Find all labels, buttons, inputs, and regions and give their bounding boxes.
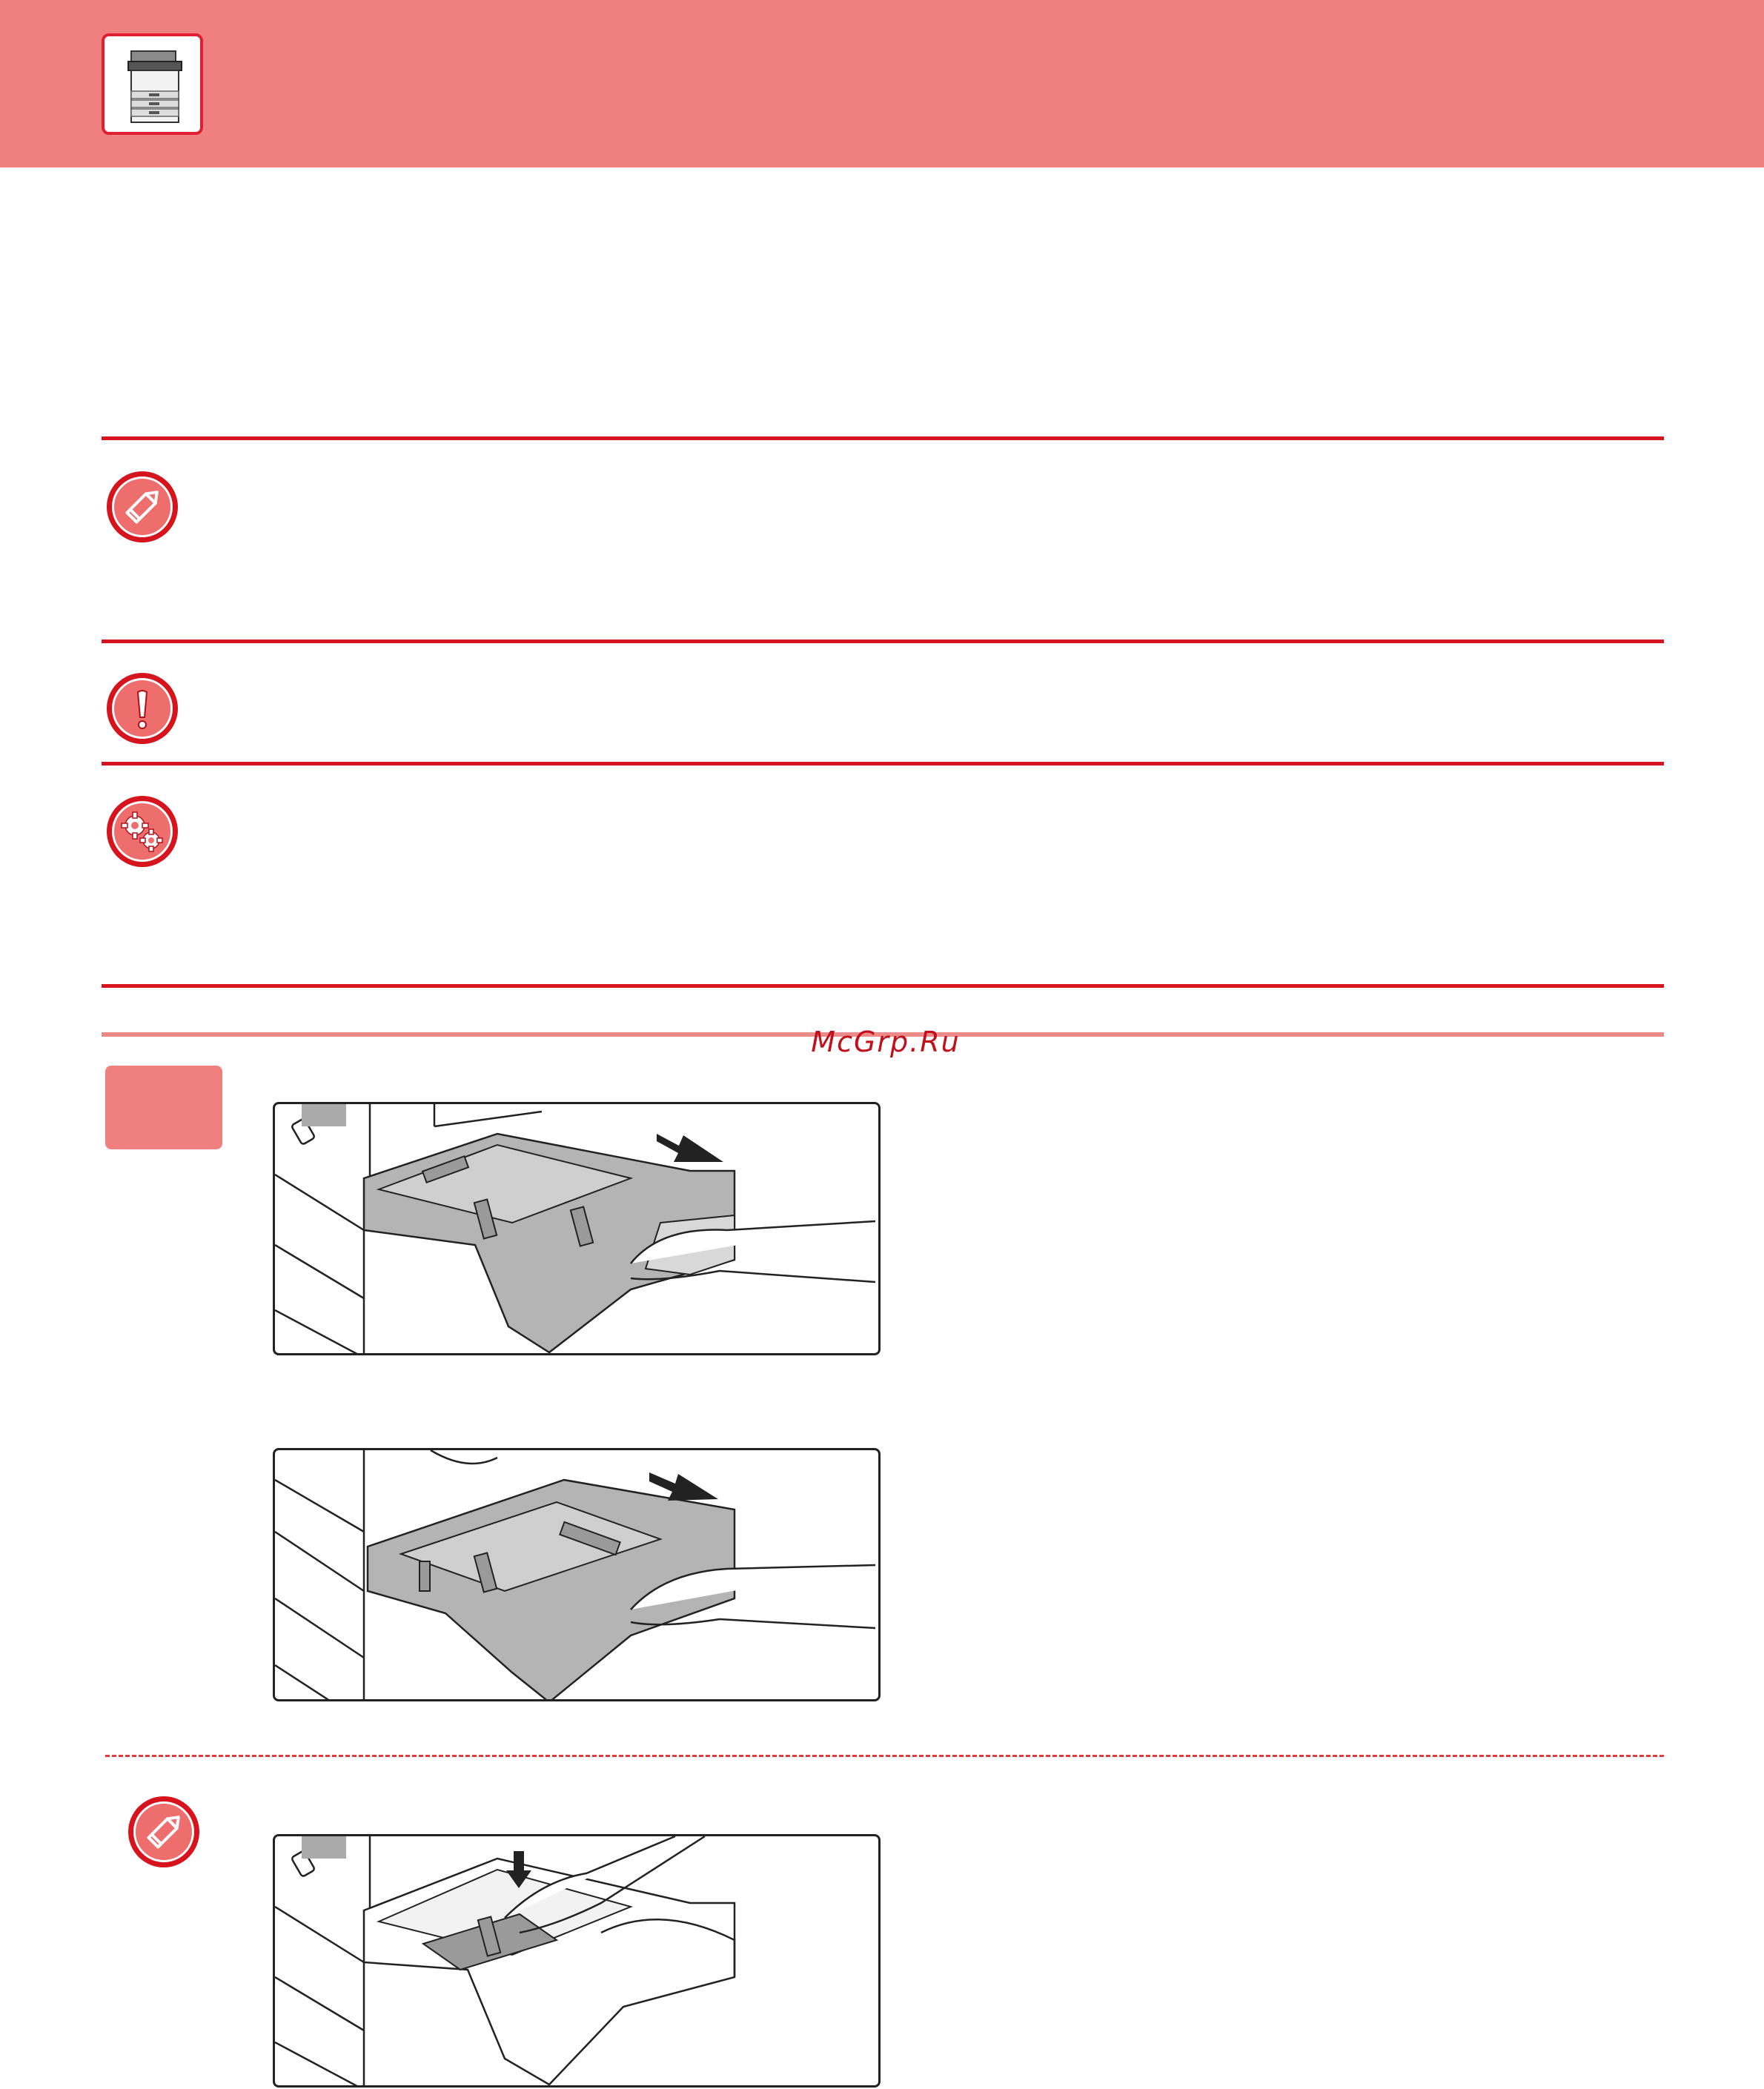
section-rule: [102, 762, 1664, 765]
section-rule: [102, 984, 1664, 988]
press-plate-down-illustration: [273, 1834, 881, 2088]
pencil-note-icon: [107, 471, 178, 542]
tray-pulled-out-lower-illustration: [273, 1448, 881, 1701]
watermark-text: McGrp.Ru: [811, 1026, 961, 1058]
gears-settings-icon: [107, 796, 178, 867]
dashed-separator: [105, 1755, 1664, 1757]
exclamation-caution-icon: [107, 673, 178, 744]
step-number-badge: [105, 1066, 222, 1149]
copier-machine-icon: [102, 33, 203, 135]
tray-pulled-out-illustration: [273, 1102, 881, 1355]
pencil-note-icon: [128, 1796, 199, 1867]
section-rule: [102, 640, 1664, 643]
chapter-header-band: [0, 0, 1764, 167]
section-rule: [102, 436, 1664, 440]
